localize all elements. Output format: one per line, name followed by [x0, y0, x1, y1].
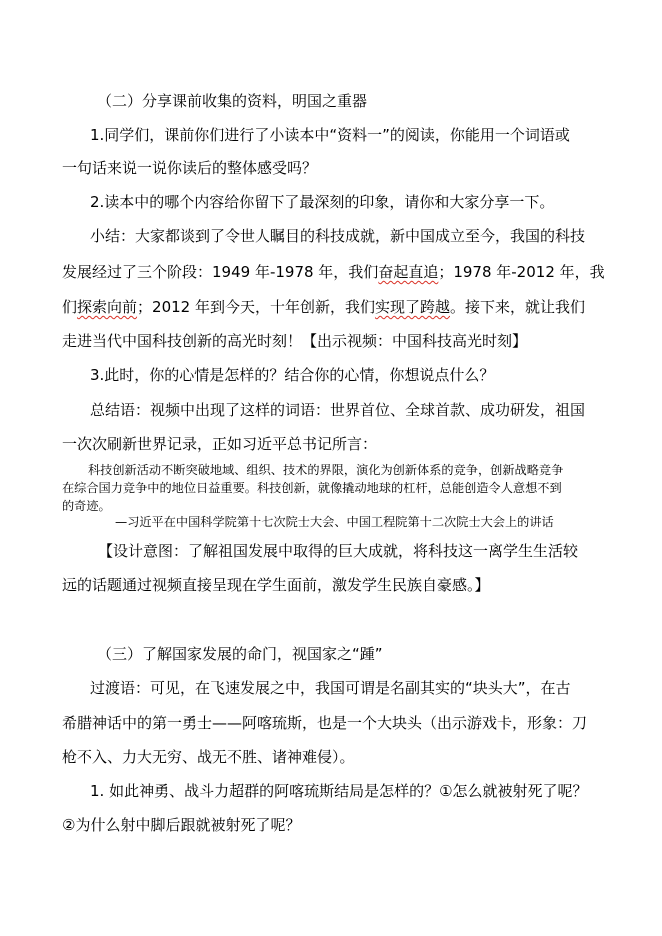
section2-summary-line4: 走进当代中国科技创新的高光时刻！【出示视频：中国科技高光时刻】 — [62, 332, 528, 350]
design-intent-line1: 【设计意图：了解祖国发展中取得的巨大成就，将科技这一离学生生活较 — [98, 542, 579, 560]
section2-q1-line1: 1.同学们，课前你们进行了小读本中“资料一”的阅读，你能用一个词语或 — [90, 126, 570, 144]
summary-line2-part-c: ；1978 年-2012 年，我 — [438, 263, 605, 281]
section2-q3: 3.此时，你的心情是怎样的？结合你的心情，你想说点什么？ — [90, 366, 495, 384]
section2-summary-line1: 小结：大家都谈到了令世人瞩目的科技成就，新中国成立至今，我国的科技 — [90, 227, 586, 245]
section2-summary-line2 — [62, 262, 605, 282]
quote-source: —习近平在中国科学院第十七次院士大会、中国工程院第十二次院士大会上的讲话 — [115, 515, 554, 529]
summary-line2-part-a: 发展经过了三个阶段：1949 年-1978 年，我们 — [62, 263, 379, 281]
quote-line2: 在综合国力竞争中的地位日益重要。科技创新，就像撬动地球的杠杆，总能创造令人意想不到 — [62, 481, 562, 495]
quote-line1: 科技创新活动不断突破地域、组织、技术的界限，演化为创新体系的竞争，创新战略竞争 — [88, 463, 564, 477]
design-intent-line2: 远的话题通过视频直接呈现在学生面前，激发学生民族自豪感。】 — [62, 576, 490, 594]
summary-line3-part-a: 们 — [62, 298, 78, 316]
summary-line3-part-c: ；2012 年到今天，十年创新，我们 — [137, 298, 375, 316]
section3-transition-line3: 枪不入、力大无穷、战无不胜、诸神难侵）。 — [62, 748, 355, 766]
summary-keyword-fenqi: 奋起直追 — [378, 263, 439, 281]
summary-keyword-tansuo: 探索向前 — [77, 298, 138, 316]
section2-summary-line3 — [62, 297, 585, 317]
section2-q2: 2.读本中的哪个内容给你留下了最深刻的印象，请你和大家分享一下。 — [90, 193, 555, 211]
section2-conclusion-line2: 一次次刷新世界记录，正如习近平总书记所言： — [62, 435, 378, 453]
section3-transition-line1: 过渡语：可见，在飞速发展之中，我国可谓是名副其实的“块头大”，在古 — [90, 679, 571, 697]
section3-q1-line1: 1. 如此神勇、战斗力超群的阿喀琉斯结局是怎样的？①怎么就被射死了呢？ — [90, 782, 588, 800]
summary-keyword-kuayue: 实现了跨越 — [374, 298, 450, 316]
section3-transition-line2: 希腊神话中的第一勇士——阿喀琉斯，也是一个大块头（出示游戏卡，形象：刀 — [62, 714, 588, 732]
section2-conclusion-line1: 总结语：视频中出现了这样的词语：世界首位、全球首款、成功研发，祖国 — [90, 401, 586, 419]
section3-q1-line2: ②为什么射中脚后跟就被射死了呢？ — [62, 816, 301, 834]
section3-heading: （三）了解国家发展的命门，视国家之“踵” — [97, 645, 383, 663]
summary-line3-part-e: 。接下来，就让我们 — [450, 298, 586, 316]
section2-heading: （二）分享课前收集的资料，明国之重器 — [97, 92, 368, 110]
section2-q1-line2: 一句话来说一说你读后的整体感受吗？ — [62, 159, 318, 177]
quote-line3: 的奇迹。 — [62, 499, 111, 513]
